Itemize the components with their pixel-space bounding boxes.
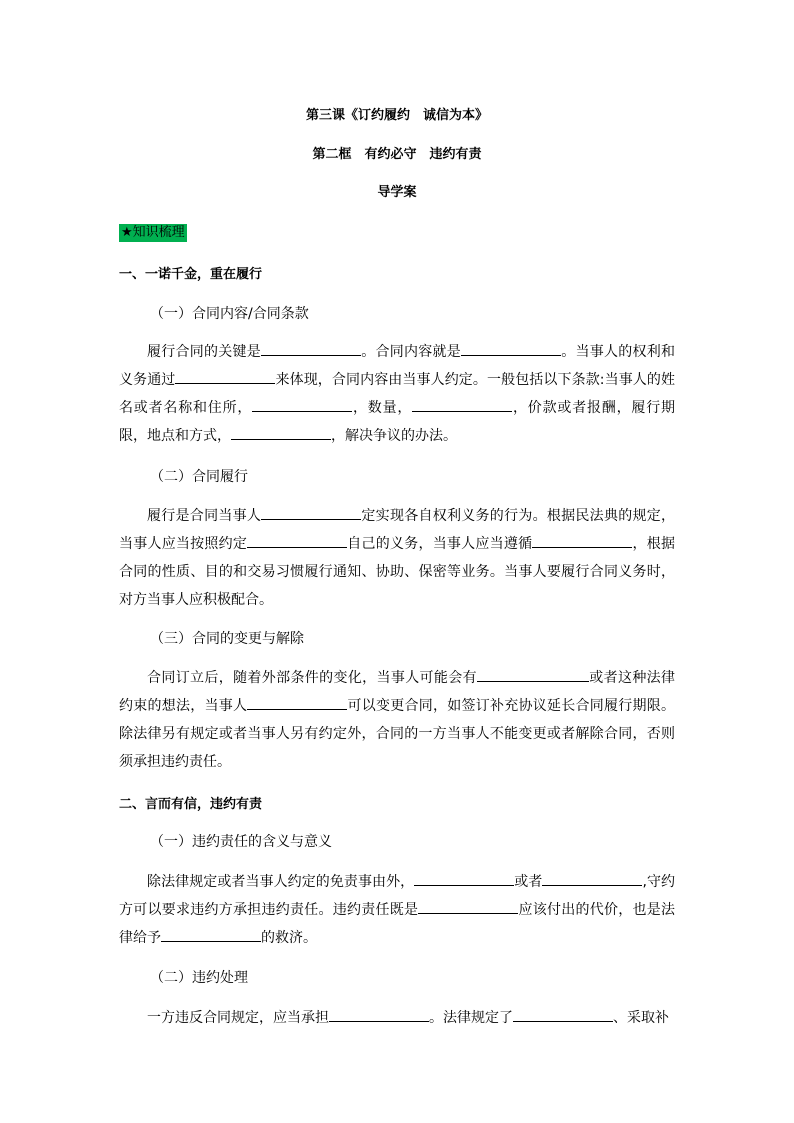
- fill-blank[interactable]: [477, 667, 589, 682]
- text-segment: 或者这种法律约束的想法，当事人: [119, 670, 676, 714]
- text-segment: 应该付出的代价，也是法律给予: [119, 902, 675, 946]
- text-segment: ，解决争议的办法。: [331, 428, 457, 444]
- fill-blank[interactable]: [418, 899, 518, 914]
- fill-blank[interactable]: [329, 1007, 429, 1022]
- text-segment: ,守约方可以要求违约方承担违约责任。违约责任既是: [119, 874, 676, 918]
- fill-blank[interactable]: [261, 341, 361, 356]
- text-segment: ，价款或者报酬，履行期限，地点和方式，: [119, 400, 676, 444]
- text-segment: 的救济。: [261, 930, 317, 946]
- text-segment: ，根据合同的性质、目的和交易习惯履行通知、协助、保密等业务。当事人要履行合同义务时，对方当事人应积极配合。: [119, 536, 676, 608]
- text-segment: 履行合同的关键是: [147, 344, 261, 360]
- fill-blank[interactable]: [414, 871, 514, 886]
- text-segment: 或者: [514, 874, 543, 890]
- document-type: 导学案: [377, 185, 417, 200]
- fill-blank[interactable]: [247, 533, 347, 548]
- text-segment: 。合同内容就是: [361, 344, 461, 360]
- part2-sub2-heading: （二）违约处理: [150, 970, 248, 986]
- fill-blank[interactable]: [461, 341, 561, 356]
- part2-heading: 二、言而有信，违约有责: [119, 797, 263, 812]
- fill-blank[interactable]: [252, 397, 352, 412]
- fill-blank[interactable]: [513, 1007, 613, 1022]
- part1-sub1-paragraph: [119, 338, 675, 450]
- part1-sub3-heading: （三）合同的变更与解除: [150, 631, 304, 647]
- text-segment: 。法律规定了: [429, 1010, 513, 1026]
- part1-heading: 一、一诺千金，重在履行: [119, 267, 263, 282]
- part2-sub2-paragraph: [119, 1004, 675, 1032]
- fill-blank[interactable]: [247, 695, 347, 710]
- text-segment: ，数量，: [352, 400, 413, 416]
- text-segment: 自己的义务，当事人应当遵循: [347, 536, 533, 552]
- part1-sub3-paragraph: [119, 664, 675, 776]
- fill-blank[interactable]: [175, 369, 275, 384]
- fill-blank[interactable]: [231, 425, 331, 440]
- text-segment: 、采取补: [613, 1010, 669, 1026]
- fill-blank[interactable]: [412, 397, 512, 412]
- part2-sub1-paragraph: [119, 868, 675, 952]
- fill-blank[interactable]: [532, 533, 632, 548]
- document-subtitle: 第二框 有约必守 违约有责: [312, 147, 482, 162]
- fill-blank[interactable]: [261, 505, 361, 520]
- part2-sub1-heading: （一）违约责任的含义与意义: [150, 834, 332, 850]
- section-tag: ★知识梳理: [121, 225, 185, 240]
- document-title: 第三课《订约履约 诚信为本》: [305, 108, 488, 123]
- fill-blank[interactable]: [542, 871, 642, 886]
- text-segment: 履行是合同当事人: [147, 508, 262, 524]
- text-segment: 合同订立后，随着外部条件的变化，当事人可能会有: [147, 670, 477, 686]
- text-segment: 可以变更合同，如签订补充协议延长合同履行期限。除法律另有规定或者当事人另有约定外，合同的一方当事人不能变更或者解除合同，否则须承担违约责任。: [119, 698, 675, 770]
- part1-sub1-heading: （一）合同内容/合同条款: [150, 306, 309, 322]
- fill-blank[interactable]: [161, 927, 261, 942]
- text-segment: 。当事人的权利和义务通过: [119, 344, 675, 388]
- text-segment: 除法律规定或者当事人约定的免责事由外，: [147, 874, 415, 890]
- text-segment: 一方违反合同规定，应当承担: [147, 1010, 329, 1026]
- part1-sub2-paragraph: [119, 502, 675, 614]
- text-segment: 定实现各自权利义务的行为。根据民法典的规定，当事人应当按照约定: [119, 508, 676, 552]
- part1-sub2-heading: （二）合同履行: [150, 469, 248, 485]
- text-segment: 来体现，合同内容由当事人约定。一般包括以下条款:当事人的姓名或者名称和住所，: [119, 372, 676, 416]
